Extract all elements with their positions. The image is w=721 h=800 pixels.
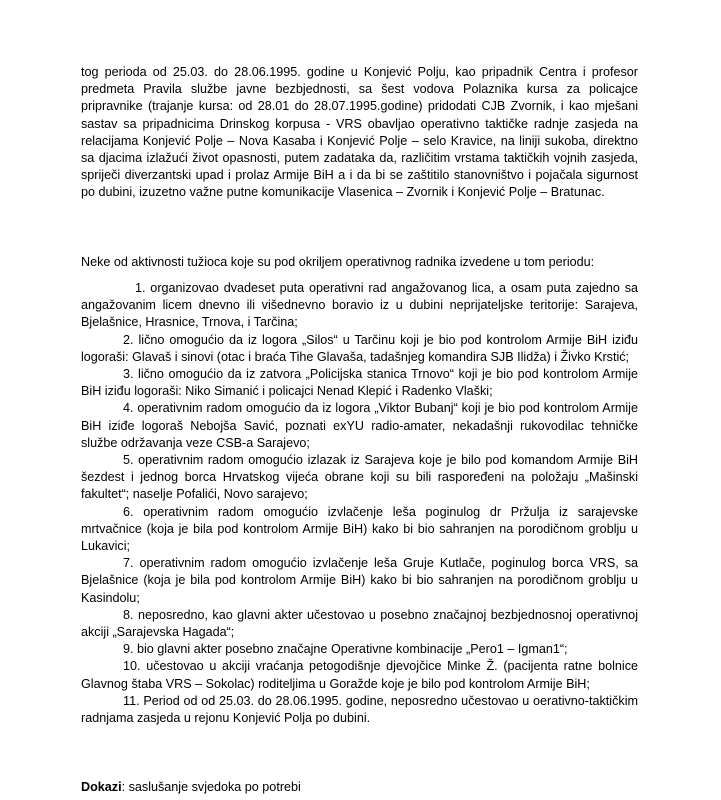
list-item: 9. bio glavni akter posebno značajne Operativne kombinacije „Pero1 – Igman1“;: [123, 642, 568, 657]
list-item: 7. operativnim radom omogućio izvlačenje leša Gruje Kutlače, poginulog borca VRS, sa Bjelašnice (koja je bila pod kontrolom Armije BiH) kako bi bio sahranjen na porodičnom groblju u Kasindolu;: [81, 556, 638, 605]
list-item: 2. lično omogućio da iz logora „Silos“ u Tarčinu koji je bio pod kontrolom Armije BiH iziđu logoraši: Glavaš i sinovi (otac i braća Tihe Glavaša, tadašnjeg komandira SJB Ilidža) i Živko Krstić;: [81, 332, 638, 364]
list-item: 10. učestovao u akciji vraćanja petogodišnje djevojčice Minke Ž. (pacijenta ratne bolnice Glavnog štaba VRS – Sokolac) roditeljima u Goražde koje je bilo pod kontrolom Armije BiH;: [81, 659, 638, 691]
list-item: 5. operativnim radom omogućio izlazak iz Sarajeva koje je bilo pod komandom Armije BiH šezdest i jednog borca Hrvatskog vijeća obrane koji su bili raspoređeni na položaju „Mašinski fakultet“; naselje Pofalići, Novo sarajevo;: [81, 453, 638, 502]
evidence-label: Dokazi: [81, 780, 122, 794]
intro-paragraph: tog perioda od 25.03. do 28.06.1995. godine u Konjević Polju, kao pripadnik Centra i profesor predmeta Pravila službe javne bezbjednosti, sa šest vodova Polaznika kursa za policajce pripravnike (trajanje kursa: od 28.01 do 28.07.1995.godine) pridodati CJB Zvornik, i kao mješani sastav sa pripadnicima Drinskog korpusa - VRS obavljao operativno taktičke radnje zasjeda na relacijama Konjević Polje – Nova Kasaba i Konjević Polje – selo Kravice, na liniji sukoba, direktno sa djacima izlažući život opasnosti, putem zadataka da, različitim vrstama taktičkih vojnih zasjeda, spriječi diverzantski upad i prolaz Armije BiH a i da bi se zaštitilo stanovništvo i pojačala sigurnost po dubini, izuzetno važne putne komunikacije Vlasenica – Zvornik i Konjević Polje – Bratunac.: [81, 65, 638, 200]
list-item: 1. organizovao dvadeset puta operativni rad angažovanog lica, a osam puta zajedno sa angažovanim licem dnevno ili višednevno boravio iz u dubini neprijateljske teritorije: Sarajeva, Bjelašnice, Hrasnice, Trnova, i Tarčina;: [81, 281, 638, 330]
list-item: 6. operativnim radom omogućio izvlačenje leša poginulog dr Pržulja iz sarajevske mrtvačnice (koja je bila pod kontrolom Armije BiH) kako bi bio sahranjen na porodičnom groblju u Lukavici;: [81, 504, 638, 554]
activities-list: [81, 280, 638, 727]
evidence-text: : saslušanje svjedoka po potrebi: [121, 780, 301, 794]
list-item: 8. neposredno, kao glavni akter učestovao u posebno značajnoj bezbjednosnoj operativnoj akciji „Sarajevska Hagada“;: [81, 607, 638, 640]
list-item: 3. lično omogućio da iz zatvora „Policijska stanica Trnovo“ koji je bio pod kontrolom Armije BiH iziđu logoraši: Niko Simanić i policajci Nenad Klepić i Radenko Vlaški;: [81, 367, 638, 399]
list-item: 11. Period od od 25.03. do 28.06.1995. godine, neposredno učestovao u oerativno-taktičkim radnjama zasjeda u rejonu Konjević Polja po dubini.: [81, 693, 638, 726]
activities-lead: Neke od aktivnosti tužioca koje su pod okriljem operativnog radnika izvedene u tom periodu:: [81, 255, 595, 269]
list-item: 4. operativnim radom omogućio da iz logora „Viktor Bubanj“ koji je bio pod kontrolom Armije BiH iziđe logoraš Nebojša Savić, poznati exYU radio-amater, nekadašnji rukovodilac tehničke službe održavanja veze CSB-a Sarajevo;: [81, 401, 638, 450]
evidence-line: [81, 779, 638, 796]
